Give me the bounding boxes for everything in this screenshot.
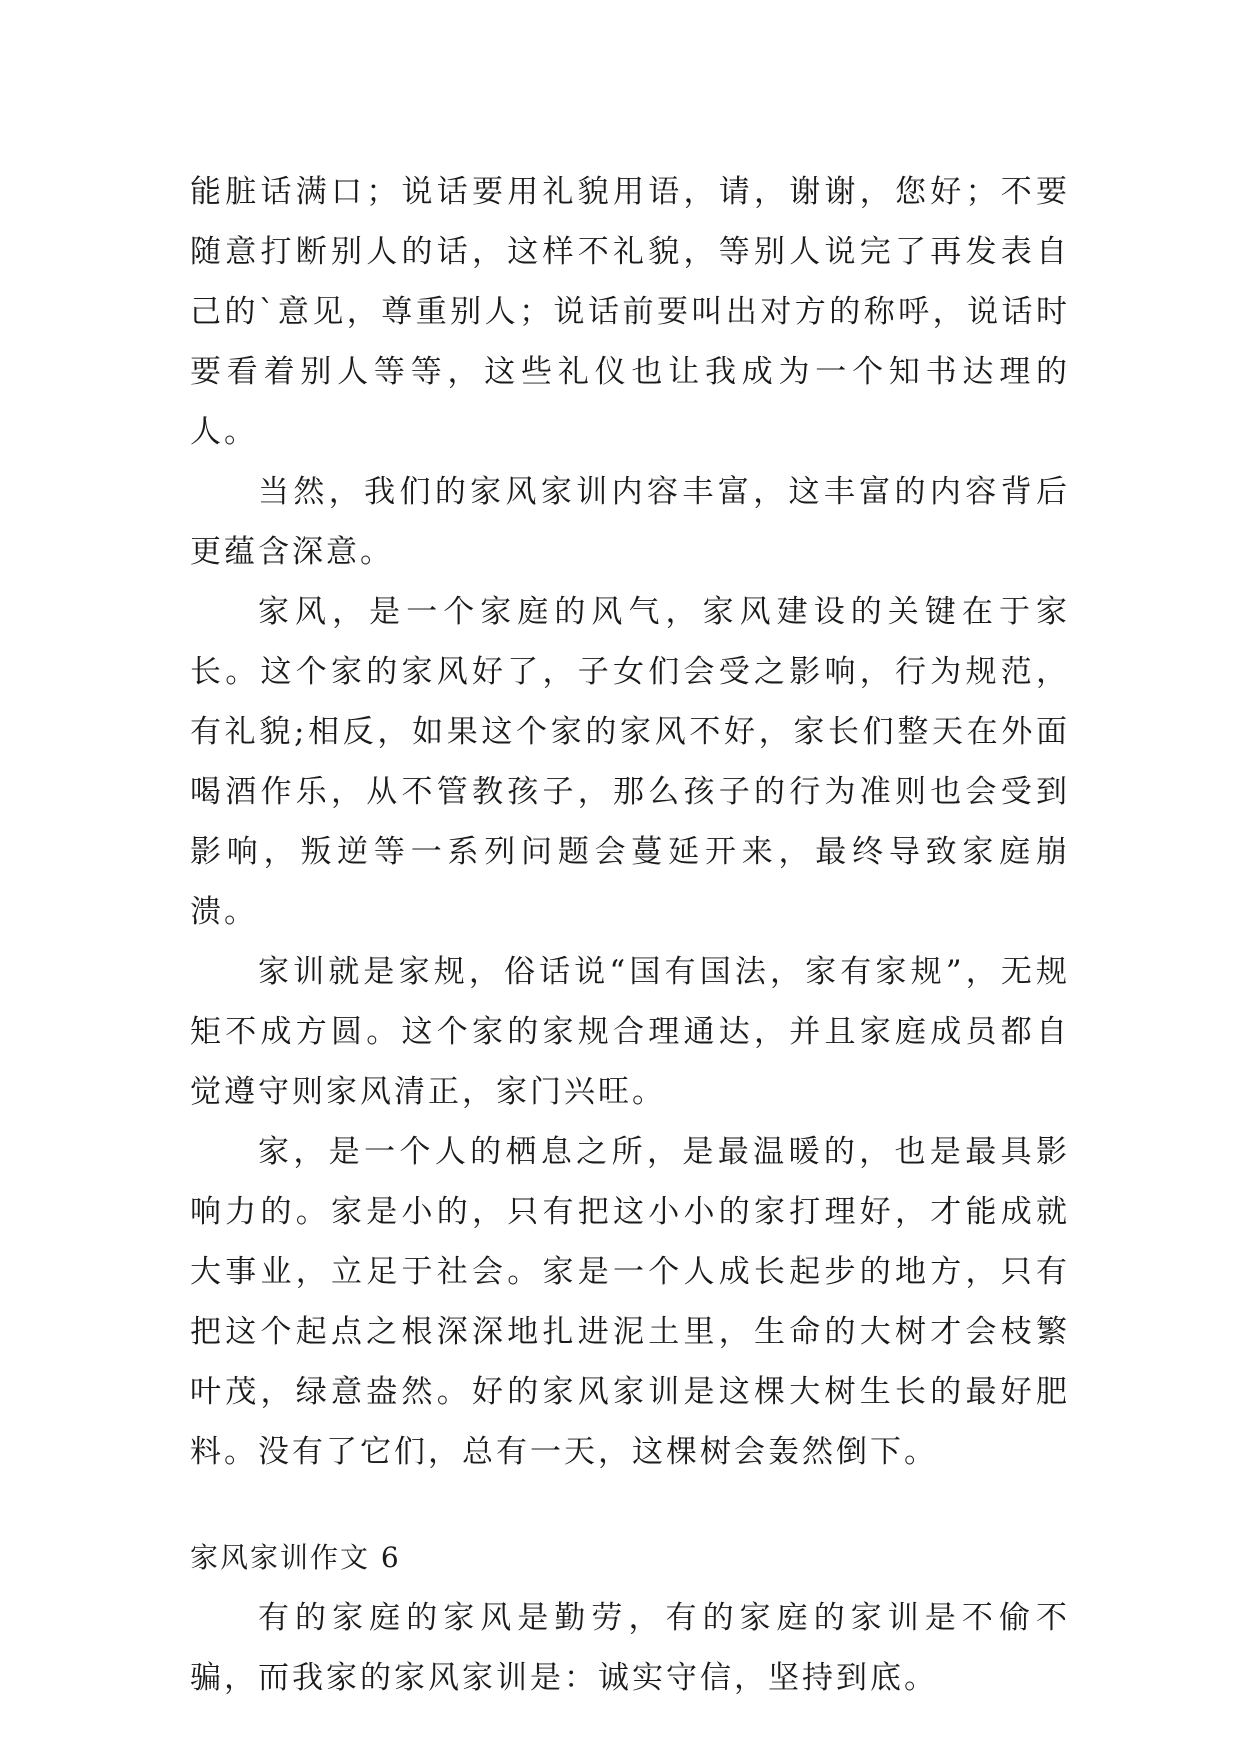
section-heading: 家风家训作文 6 [190, 1541, 401, 1574]
paragraph-essay-six-intro: 有的家庭的家风是勤劳，有的家庭的家训是不偷不骗，而我家的家风家训是：诚实守信，坚持到底。 [190, 1600, 1070, 1696]
paragraph-home: 家，是一个人的栖息之所，是最温暖的，也是最具影响力的。家是小的，只有把这小小的家打理好，才能成就大事业，立足于社会。家是一个人成长起步的地方，只有把这个起点之根深深地扎进泥土里，生命的大树才会枝繁叶茂，绿意盎然。好的家风家训是这棵大树生长的最好肥料。没有了它们，总有一天，这棵树会轰然倒下。 [190, 1134, 1070, 1470]
paragraph-continuation: 能脏话满口；说话要用礼貌用语，请，谢谢，您好；不要随意打断别人的话，这样不礼貌，等别人说完了再发表自己的`意见，尊重别人；说话前要叫出对方的称呼，说话时要看着别人等等，这些礼仪也让我成为一个知书达理的人。 [190, 174, 1070, 450]
paragraph-content-meaning: 当然，我们的家风家训内容丰富，这丰富的内容背后更蕴含深意。 [190, 474, 1070, 570]
paragraph-family-rules: 家训就是家规，俗话说“国有国法，家有家规”，无规矩不成方圆。这个家的家规合理通达，并且家庭成员都自觉遵守则家风清正，家门兴旺。 [190, 954, 1070, 1110]
document-body [190, 162, 1070, 1708]
paragraph-family-style: 家风，是一个家庭的风气，家风建设的关键在于家长。这个家的家风好了，子女们会受之影响，行为规范，有礼貌;相反，如果这个家的家风不好，家长们整天在外面喝酒作乐，从不管教孩子，那么孩子的行为准则也会受到影响，叛逆等一系列问题会蔓延开来，最终导致家庭崩溃。 [190, 594, 1070, 930]
